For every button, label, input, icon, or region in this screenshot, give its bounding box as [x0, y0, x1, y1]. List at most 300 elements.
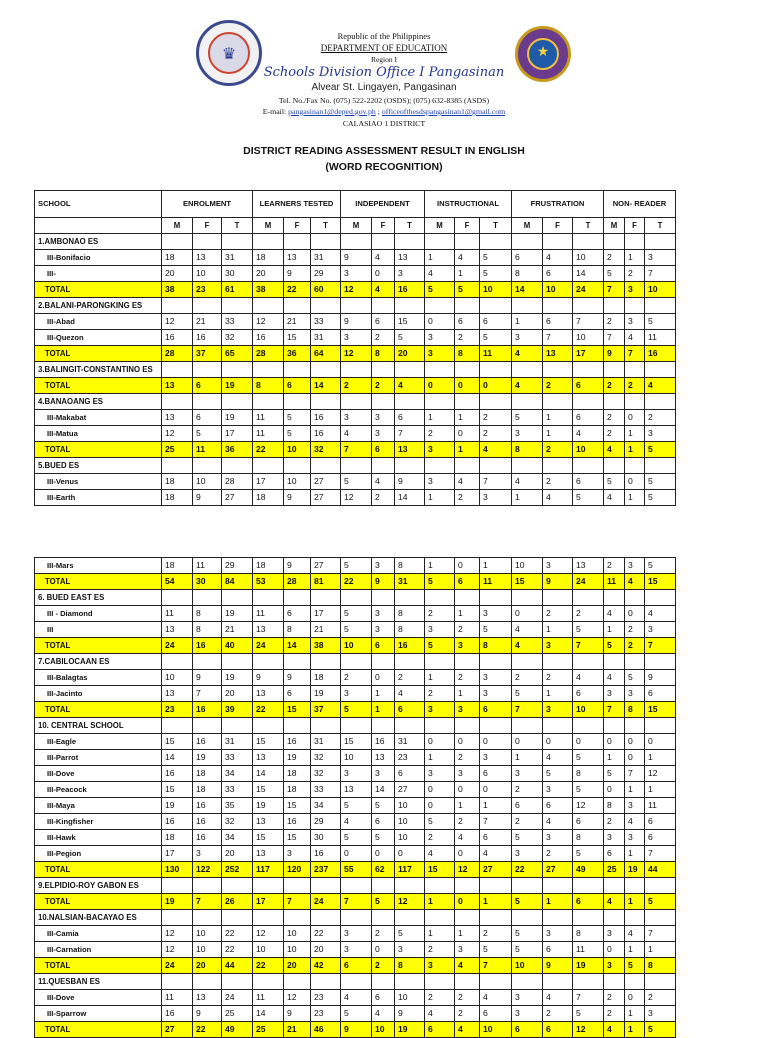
value-cell: 15: [425, 862, 455, 878]
division-seal-icon: ★: [515, 26, 571, 82]
value-cell: 14: [311, 378, 341, 394]
value-cell: 2: [645, 990, 676, 1006]
value-cell: 4: [372, 474, 395, 490]
value-cell: 3: [372, 606, 395, 622]
value-cell: 0: [480, 378, 512, 394]
empty-cell: [604, 458, 625, 474]
value-cell: 9: [372, 574, 395, 590]
value-cell: 3: [425, 330, 455, 346]
value-cell: 25: [162, 442, 193, 458]
value-cell: 5: [645, 442, 676, 458]
empty-cell: [311, 878, 341, 894]
value-cell: 0: [455, 426, 480, 442]
value-cell: 6: [425, 1022, 455, 1038]
section-name: III-Dove: [35, 766, 162, 782]
empty-cell: [425, 910, 455, 926]
empty-cell: [253, 394, 284, 410]
empty-cell: [284, 362, 311, 378]
value-cell: 24: [573, 282, 604, 298]
value-cell: 13: [193, 990, 222, 1006]
value-cell: 3: [543, 638, 573, 654]
gender-header: M: [162, 218, 193, 234]
value-cell: 5: [341, 1006, 372, 1022]
total-row: [35, 282, 676, 298]
school-name: 2.BALANI-PARONGKING ES: [35, 298, 162, 314]
value-cell: 14: [284, 638, 311, 654]
empty-cell: [543, 458, 573, 474]
empty-cell: [253, 878, 284, 894]
value-cell: 13: [162, 410, 193, 426]
empty-cell: [395, 718, 425, 734]
value-cell: 5: [573, 782, 604, 798]
value-cell: 23: [311, 990, 341, 1006]
value-cell: 3: [645, 426, 676, 442]
empty-cell: [311, 910, 341, 926]
value-cell: 5: [284, 410, 311, 426]
value-cell: 8: [395, 606, 425, 622]
value-cell: 15: [162, 782, 193, 798]
value-cell: 4: [341, 990, 372, 1006]
section-row: [35, 782, 676, 798]
total-label: TOTAL: [35, 894, 162, 910]
value-cell: 23: [162, 702, 193, 718]
value-cell: 4: [543, 990, 573, 1006]
value-cell: 6: [645, 686, 676, 702]
empty-cell: [395, 394, 425, 410]
empty-cell: [193, 910, 222, 926]
value-cell: 0: [372, 670, 395, 686]
value-cell: 14: [253, 766, 284, 782]
empty-cell: [372, 458, 395, 474]
value-cell: 4: [341, 426, 372, 442]
empty-cell: [425, 458, 455, 474]
empty-cell: [162, 362, 193, 378]
empty-cell: [341, 718, 372, 734]
empty-cell: [604, 362, 625, 378]
value-cell: 7: [341, 894, 372, 910]
value-cell: 5: [480, 942, 512, 958]
value-cell: 6: [512, 250, 543, 266]
value-cell: 10: [512, 558, 543, 574]
value-cell: 7: [645, 846, 676, 862]
empty-cell: [311, 590, 341, 606]
empty-cell: [604, 590, 625, 606]
value-cell: 0: [625, 750, 645, 766]
value-cell: 84: [222, 574, 253, 590]
value-cell: 8: [253, 378, 284, 394]
value-cell: 24: [573, 574, 604, 590]
value-cell: 9: [645, 670, 676, 686]
value-cell: 3: [455, 942, 480, 958]
value-cell: 5: [480, 330, 512, 346]
value-cell: 11: [573, 942, 604, 958]
value-cell: 13: [253, 686, 284, 702]
value-cell: 44: [645, 862, 676, 878]
school-row: [35, 654, 676, 670]
value-cell: 12: [162, 314, 193, 330]
value-cell: 32: [311, 750, 341, 766]
empty-cell: [193, 234, 222, 250]
value-cell: 0: [543, 734, 573, 750]
value-cell: 21: [284, 314, 311, 330]
value-cell: 19: [311, 686, 341, 702]
value-cell: 4: [512, 638, 543, 654]
section-row: [35, 410, 676, 426]
value-cell: 4: [573, 670, 604, 686]
empty-cell: [253, 654, 284, 670]
value-cell: 1: [625, 490, 645, 506]
value-cell: 16: [162, 1006, 193, 1022]
value-cell: 3: [395, 266, 425, 282]
value-cell: 1: [455, 798, 480, 814]
value-cell: 0: [645, 734, 676, 750]
school-row: [35, 234, 676, 250]
value-cell: 12: [162, 942, 193, 958]
value-cell: 23: [193, 282, 222, 298]
value-cell: 10: [395, 830, 425, 846]
value-cell: 14: [162, 750, 193, 766]
total-label: TOTAL: [35, 862, 162, 878]
empty-cell: [372, 234, 395, 250]
value-cell: 16: [372, 734, 395, 750]
empty-cell: [480, 718, 512, 734]
value-cell: 10: [372, 1022, 395, 1038]
section-name: III-Carnation: [35, 942, 162, 958]
value-cell: 1: [372, 702, 395, 718]
value-cell: 1: [512, 750, 543, 766]
value-cell: 17: [162, 846, 193, 862]
value-cell: 18: [193, 782, 222, 798]
value-cell: 24: [253, 638, 284, 654]
value-cell: 27: [222, 490, 253, 506]
value-cell: 9: [341, 314, 372, 330]
value-cell: 12: [341, 346, 372, 362]
value-cell: 6: [645, 814, 676, 830]
value-cell: 18: [162, 558, 193, 574]
empty-cell: [645, 394, 676, 410]
school-name: 10. CENTRAL SCHOOL: [35, 718, 162, 734]
section-name: III-Abad: [35, 314, 162, 330]
value-cell: 6: [372, 314, 395, 330]
empty-cell: [604, 234, 625, 250]
value-cell: 1: [455, 410, 480, 426]
empty-cell: [284, 654, 311, 670]
value-cell: 1: [425, 558, 455, 574]
value-cell: 7: [604, 282, 625, 298]
value-cell: 6: [372, 442, 395, 458]
value-cell: 15: [512, 574, 543, 590]
value-cell: 0: [372, 846, 395, 862]
value-cell: 7: [604, 330, 625, 346]
value-cell: 6: [512, 798, 543, 814]
value-cell: 2: [512, 782, 543, 798]
header-row: [35, 191, 676, 218]
value-cell: 4: [425, 846, 455, 862]
value-cell: 6: [573, 814, 604, 830]
value-cell: 3: [372, 622, 395, 638]
value-cell: 4: [372, 250, 395, 266]
value-cell: 9: [284, 558, 311, 574]
value-cell: 0: [425, 734, 455, 750]
empty-cell: [645, 298, 676, 314]
empty-cell: [455, 590, 480, 606]
value-cell: 10: [253, 942, 284, 958]
school-row: [35, 878, 676, 894]
value-cell: 5: [645, 558, 676, 574]
value-cell: 6: [480, 1006, 512, 1022]
value-cell: 4: [604, 670, 625, 686]
gender-header: M: [604, 218, 625, 234]
value-cell: 20: [253, 266, 284, 282]
section-name: III-Balagtas: [35, 670, 162, 686]
value-cell: 9: [193, 670, 222, 686]
empty-cell: [341, 654, 372, 670]
value-cell: 5: [425, 574, 455, 590]
value-cell: 60: [311, 282, 341, 298]
value-cell: 2: [455, 622, 480, 638]
value-cell: 32: [222, 814, 253, 830]
empty-cell: [573, 362, 604, 378]
value-cell: 31: [311, 734, 341, 750]
value-cell: 12: [341, 490, 372, 506]
empty-cell: [512, 234, 543, 250]
total-label: TOTAL: [35, 346, 162, 362]
empty-cell: [253, 458, 284, 474]
value-cell: 6: [543, 314, 573, 330]
value-cell: 15: [645, 574, 676, 590]
value-cell: 12: [253, 314, 284, 330]
value-cell: 5: [543, 766, 573, 782]
value-cell: 16: [395, 282, 425, 298]
value-cell: 6: [512, 1022, 543, 1038]
value-cell: 5: [573, 846, 604, 862]
value-cell: 0: [604, 782, 625, 798]
value-cell: 22: [222, 942, 253, 958]
value-cell: 28: [162, 346, 193, 362]
empty-cell: [253, 974, 284, 990]
value-cell: 5: [480, 266, 512, 282]
value-cell: 4: [395, 686, 425, 702]
value-cell: 40: [222, 638, 253, 654]
empty-cell: [193, 718, 222, 734]
value-cell: 22: [341, 574, 372, 590]
value-cell: 122: [193, 862, 222, 878]
empty-cell: [193, 458, 222, 474]
empty-cell: [253, 910, 284, 926]
empty-cell: [284, 878, 311, 894]
email-link-deped[interactable]: pangasinan1@deped.gov.ph: [288, 107, 376, 116]
section-name: III-Mars: [35, 558, 162, 574]
school-row: [35, 910, 676, 926]
empty-cell: [604, 718, 625, 734]
value-cell: 12: [162, 926, 193, 942]
value-cell: 18: [162, 830, 193, 846]
value-cell: 1: [455, 266, 480, 282]
empty-cell: [162, 234, 193, 250]
section-row: [35, 670, 676, 686]
value-cell: 11: [645, 798, 676, 814]
value-cell: 28: [253, 346, 284, 362]
value-cell: 1: [625, 782, 645, 798]
value-cell: 12: [253, 926, 284, 942]
value-cell: 4: [341, 814, 372, 830]
section-name: III-: [35, 266, 162, 282]
value-cell: 5: [604, 474, 625, 490]
value-cell: 15: [253, 782, 284, 798]
column-header: LEARNERS TESTED: [253, 191, 341, 218]
value-cell: 252: [222, 862, 253, 878]
value-cell: 7: [543, 330, 573, 346]
empty-cell: [425, 362, 455, 378]
value-cell: 9: [395, 1006, 425, 1022]
value-cell: 1: [372, 686, 395, 702]
value-cell: 16: [193, 702, 222, 718]
value-cell: 3: [372, 410, 395, 426]
value-cell: 7: [573, 638, 604, 654]
value-cell: 15: [284, 830, 311, 846]
value-cell: 4: [455, 830, 480, 846]
value-cell: 22: [284, 282, 311, 298]
empty-cell: [311, 458, 341, 474]
value-cell: 4: [543, 814, 573, 830]
value-cell: 38: [311, 638, 341, 654]
value-cell: 1: [425, 670, 455, 686]
value-cell: 7: [645, 638, 676, 654]
value-cell: 7: [480, 814, 512, 830]
total-label: TOTAL: [35, 282, 162, 298]
value-cell: 31: [222, 250, 253, 266]
total-label: TOTAL: [35, 574, 162, 590]
empty-cell: [372, 394, 395, 410]
section-row: [35, 314, 676, 330]
value-cell: 25: [604, 862, 625, 878]
empty-cell: [455, 718, 480, 734]
value-cell: 1: [625, 894, 645, 910]
value-cell: 1: [455, 926, 480, 942]
value-cell: 30: [311, 830, 341, 846]
value-cell: 0: [425, 314, 455, 330]
value-cell: 14: [573, 266, 604, 282]
value-cell: 1: [625, 1022, 645, 1038]
empty-cell: [512, 654, 543, 670]
value-cell: 32: [222, 330, 253, 346]
value-cell: 0: [625, 734, 645, 750]
empty-cell: [284, 234, 311, 250]
value-cell: 5: [573, 490, 604, 506]
school-name: 1.AMBONAO ES: [35, 234, 162, 250]
empty-cell: [395, 362, 425, 378]
value-cell: 6: [455, 314, 480, 330]
empty-cell: [543, 590, 573, 606]
value-cell: 18: [162, 250, 193, 266]
value-cell: 3: [512, 766, 543, 782]
empty-cell: [284, 910, 311, 926]
empty-cell: [543, 974, 573, 990]
value-cell: 7: [573, 990, 604, 1006]
empty-cell: [341, 458, 372, 474]
value-cell: 9: [341, 250, 372, 266]
empty-cell: [573, 234, 604, 250]
value-cell: 20: [193, 958, 222, 974]
value-cell: 10: [193, 266, 222, 282]
value-cell: 17: [222, 426, 253, 442]
value-cell: 3: [543, 926, 573, 942]
value-cell: 1: [625, 846, 645, 862]
column-header: INDEPENDENT: [341, 191, 425, 218]
section-name: III-Pegion: [35, 846, 162, 862]
empty-cell: [543, 654, 573, 670]
value-cell: 19: [395, 1022, 425, 1038]
value-cell: 1: [543, 410, 573, 426]
value-cell: 3: [341, 686, 372, 702]
empty-cell: [645, 878, 676, 894]
value-cell: 2: [645, 410, 676, 426]
value-cell: 7: [645, 926, 676, 942]
value-cell: 8: [193, 606, 222, 622]
school-name: 5.BUED ES: [35, 458, 162, 474]
value-cell: 26: [222, 894, 253, 910]
value-cell: 2: [425, 606, 455, 622]
value-cell: 10: [341, 638, 372, 654]
value-cell: 44: [222, 958, 253, 974]
email-link-gmail[interactable]: officeofthesdspangasinan1@gmail.com: [381, 107, 506, 116]
empty-cell: [543, 394, 573, 410]
value-cell: 4: [455, 250, 480, 266]
value-cell: 2: [604, 314, 625, 330]
value-cell: 0: [480, 734, 512, 750]
empty-cell: [543, 878, 573, 894]
value-cell: 0: [425, 378, 455, 394]
value-cell: 15: [162, 734, 193, 750]
empty-cell: [395, 298, 425, 314]
value-cell: 17: [311, 606, 341, 622]
value-cell: 29: [311, 814, 341, 830]
value-cell: 21: [284, 1022, 311, 1038]
column-header: ENROLMENT: [162, 191, 253, 218]
value-cell: 1: [604, 622, 625, 638]
empty-cell: [604, 974, 625, 990]
value-cell: 37: [193, 346, 222, 362]
letterhead: [0, 0, 768, 135]
value-cell: 8: [480, 638, 512, 654]
value-cell: 27: [480, 862, 512, 878]
value-cell: 2: [372, 490, 395, 506]
value-cell: 7: [284, 894, 311, 910]
value-cell: 11: [645, 330, 676, 346]
value-cell: 25: [253, 1022, 284, 1038]
total-label: TOTAL: [35, 702, 162, 718]
value-cell: 37: [311, 702, 341, 718]
section-row: [35, 814, 676, 830]
total-row: [35, 862, 676, 878]
empty-cell: [625, 458, 645, 474]
value-cell: 15: [284, 798, 311, 814]
empty-cell: [604, 298, 625, 314]
value-cell: 5: [425, 638, 455, 654]
section-row: [35, 426, 676, 442]
value-cell: 2: [372, 926, 395, 942]
value-cell: 13: [253, 814, 284, 830]
value-cell: 7: [480, 474, 512, 490]
value-cell: 5: [645, 894, 676, 910]
value-cell: 2: [425, 830, 455, 846]
subheader-blank: [35, 218, 162, 234]
value-cell: 10: [341, 750, 372, 766]
value-cell: 12: [455, 862, 480, 878]
value-cell: 1: [480, 894, 512, 910]
value-cell: 237: [311, 862, 341, 878]
value-cell: 0: [480, 782, 512, 798]
